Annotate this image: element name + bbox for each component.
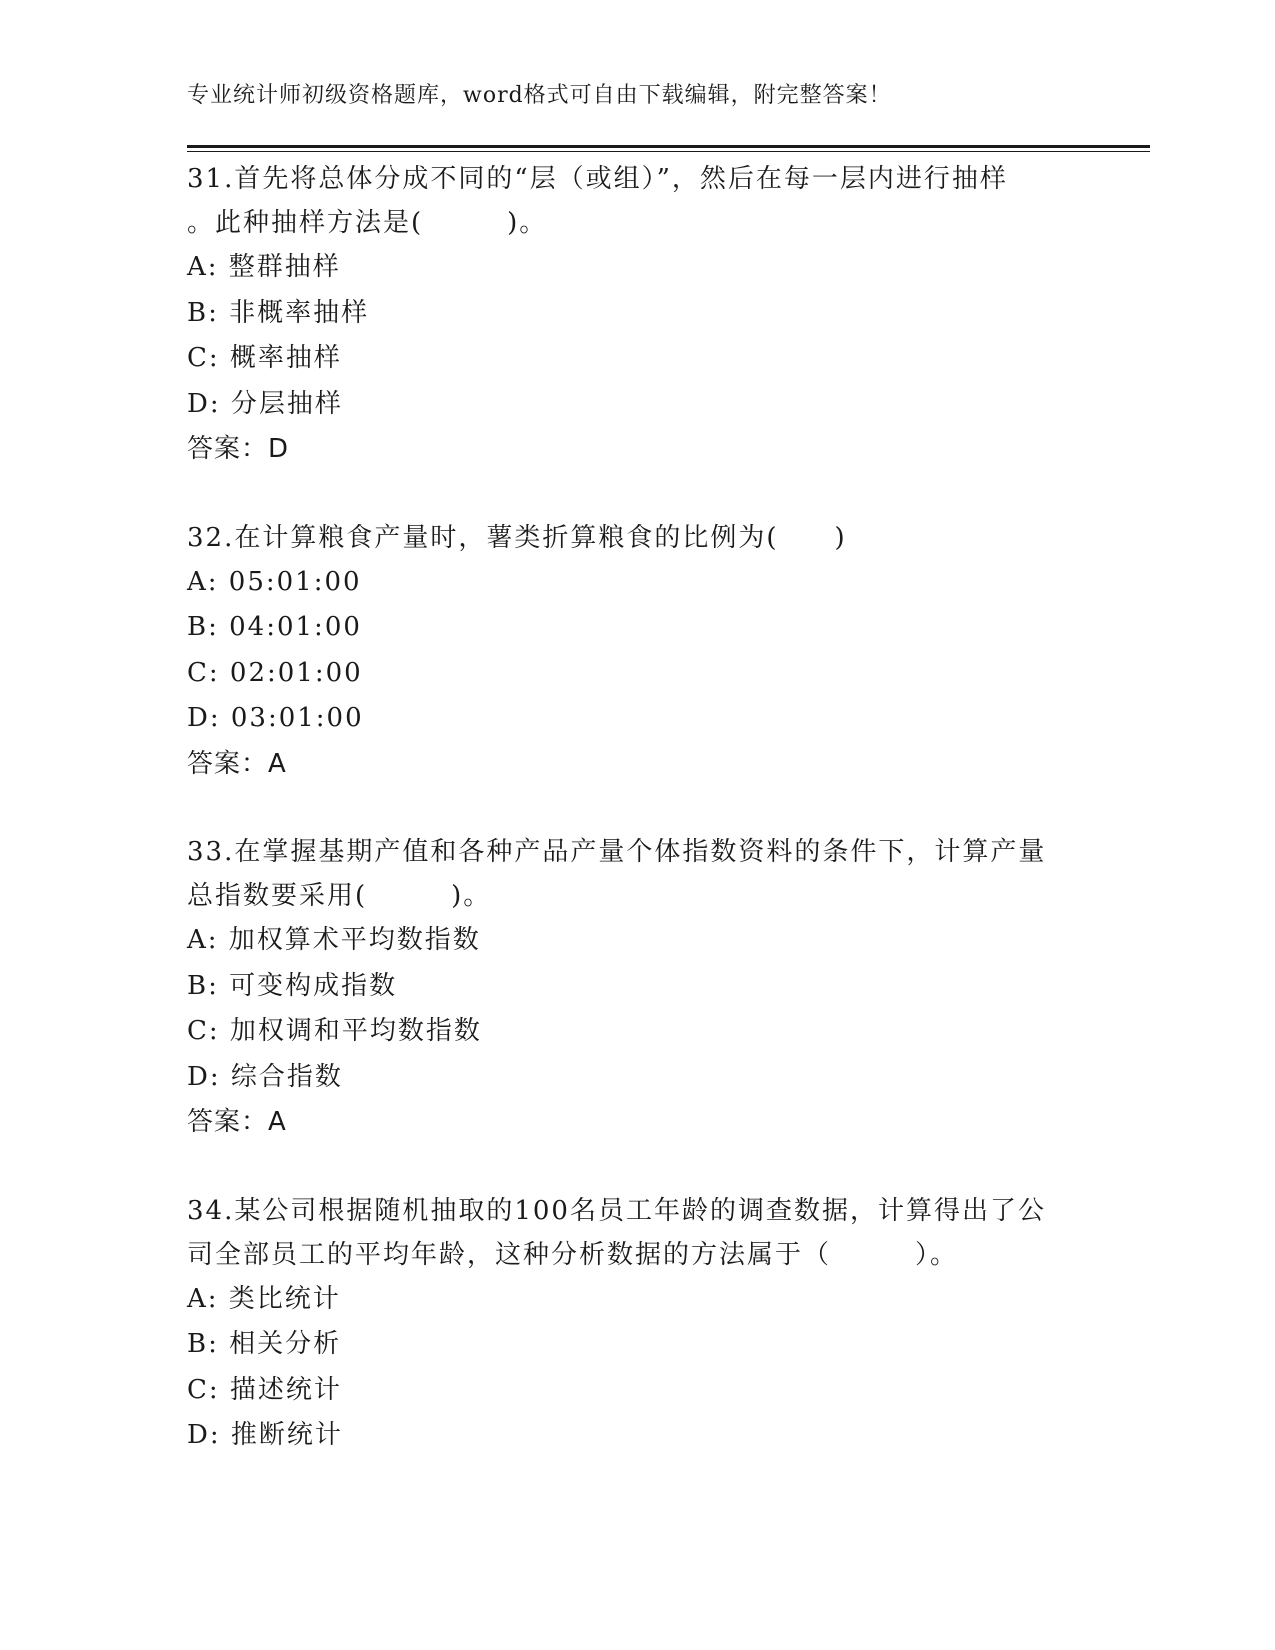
header-double-rule [187, 145, 1150, 152]
question-text [187, 1189, 1087, 1277]
question-text [187, 516, 1087, 560]
question-text-line-1: 33.在掌握基期产值和各种产品产量个体指数资料的条件下，计算产量 [187, 837, 1047, 867]
option-d: D: 综合指数 [187, 1061, 343, 1092]
question-text-line-1: 34.某公司根据随机抽取的100名员工年龄的调查数据，计算得出了公 [187, 1195, 1046, 1226]
question-text-line-1: 31.首先将总体分成不同的“层（或组）”，然后在每一层内进行抽样 [187, 164, 1008, 194]
question-32 [187, 516, 1087, 788]
question-text-line-2: 总指数要采用( )。 [187, 881, 492, 911]
option-a: A: 整群抽样 [187, 252, 341, 282]
answer-line: 答案：A [187, 748, 287, 779]
question-34 [187, 1189, 1087, 1459]
question-text-line-2: 司全部员工的平均年龄，这种分析数据的方法属于（ ）。 [187, 1239, 959, 1270]
option-d: D: 03:01:00 [187, 703, 364, 733]
option-d: D: 推断统计 [187, 1420, 343, 1450]
answer-line: 答案：D [187, 434, 290, 464]
option-c: C: 概率抽样 [187, 343, 342, 373]
option-a: A: 类比统计 [187, 1283, 341, 1314]
question-list [187, 157, 1087, 1502]
question-text-line-2: 。此种抽样方法是( )。 [187, 208, 548, 238]
option-b: B: 相关分析 [187, 1329, 342, 1359]
page-header-text: 专业统计师初级资格题库，word格式可自由下载编辑，附完整答案！ [187, 83, 892, 108]
question-31 [187, 157, 1087, 473]
option-c: C: 描述统计 [187, 1374, 342, 1405]
option-b: B: 可变构成指数 [187, 970, 398, 1001]
option-d: D: 分层抽样 [187, 388, 343, 419]
option-b: B: 非概率抽样 [187, 297, 370, 328]
option-a: A: 05:01:00 [187, 566, 362, 597]
option-c: C: 02:01:00 [187, 657, 363, 688]
question-text [187, 157, 1087, 245]
answer-line: 答案：A [187, 1107, 287, 1137]
question-text-line-1: 32.在计算粮食产量时，薯类折算粮食的比例为( ) [187, 522, 847, 553]
option-b: B: 04:01:00 [187, 612, 362, 642]
option-c: C: 加权调和平均数指数 [187, 1016, 482, 1046]
question-text [187, 830, 1087, 918]
option-a: A: 加权算术平均数指数 [187, 925, 481, 955]
question-33 [187, 830, 1087, 1146]
